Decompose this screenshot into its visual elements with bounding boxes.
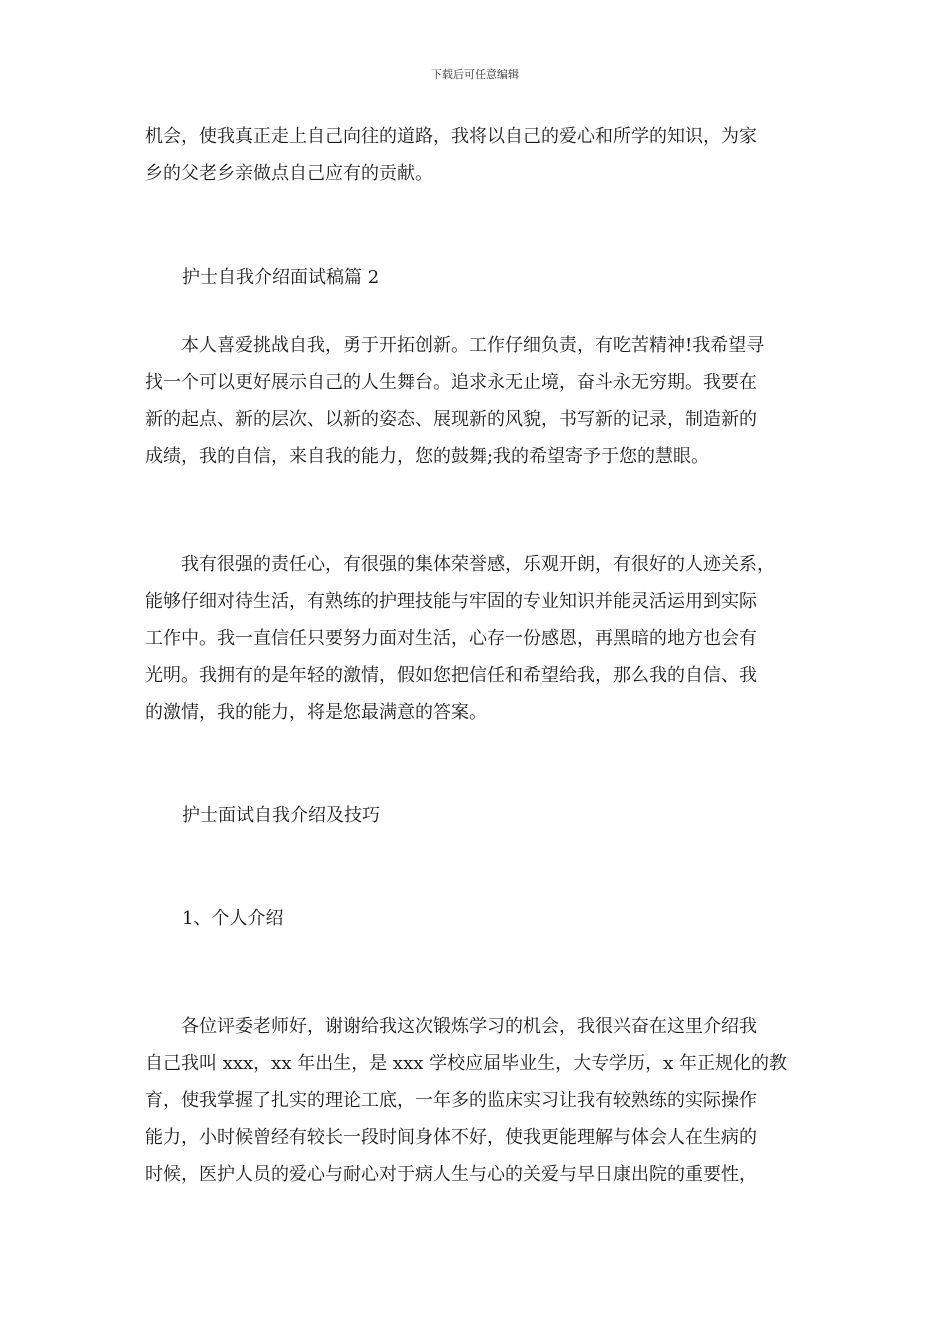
paragraph-2	[145, 327, 817, 475]
text-line: 时候，医护人员的爱心与耐心对于病人生与心的关爱与早日康出院的重要性，	[145, 1164, 757, 1185]
paragraph-3	[145, 546, 817, 731]
text-line: 乡的父老乡亲做点自己应有的贡献。	[145, 163, 433, 184]
header-note: 下载后可任意编辑	[431, 68, 519, 81]
text-line: 能够仔细对待生活，有熟练的护理技能与牢固的专业知识并能灵活运用到实际	[145, 591, 757, 612]
text-line: 能力，小时候曾经有较长一段时间身体不好，使我更能理解与体会人在生病的	[145, 1127, 757, 1148]
text-line: 光明。我拥有的是年轻的激情，假如您把信任和希望给我，那么我的自信、我	[145, 665, 757, 686]
text-line: 工作中。我一直信任只要努力面对生活，心存一份感恩，再黑暗的地方也会有	[145, 628, 757, 649]
text-line: 自己我叫 xxx，xx 年出生，是 xxx 学校应届毕业生，大专学历，x 年正规化的教	[145, 1053, 787, 1074]
section-heading-2: 护士自我介绍面试稿篇 2	[182, 267, 380, 288]
text-line: 育，使我掌握了扎实的理论工底，一年多的监床实习让我有较熟练的实际操作	[145, 1090, 757, 1111]
text-line: 新的起点、新的层次、以新的姿态、展现新的风貌，书写新的记录，制造新的	[145, 409, 757, 430]
text-line: 找一个可以更好展示自己的人生舞台。追求永无止境，奋斗永无穷期。我要在	[145, 372, 757, 393]
text-line: 各位评委老师好，谢谢给我这次锻炼学习的机会，我很兴奋在这里介绍我	[145, 1016, 757, 1037]
text-line: 本人喜爱挑战自我，勇于开拓创新。工作仔细负责，有吃苦精神!我希望寻	[145, 335, 765, 356]
text-line: 机会，使我真正走上自己向往的道路，我将以自己的爱心和所学的知识，为家	[145, 126, 757, 147]
paragraph-1	[145, 118, 817, 192]
text-line: 的激情，我的能力，将是您最满意的答案。	[145, 702, 487, 723]
section-heading-tips: 护士面试自我介绍及技巧	[182, 805, 380, 826]
text-line: 我有很强的责任心，有很强的集体荣誉感，乐观开朗，有很好的人迹关系，	[145, 554, 775, 575]
text-line: 成绩，我的自信，来自我的能力，您的鼓舞;我的希望寄予于您的慧眼。	[145, 446, 710, 467]
subheading-personal-intro: 1、个人介绍	[182, 908, 284, 929]
paragraph-4	[145, 1008, 817, 1193]
